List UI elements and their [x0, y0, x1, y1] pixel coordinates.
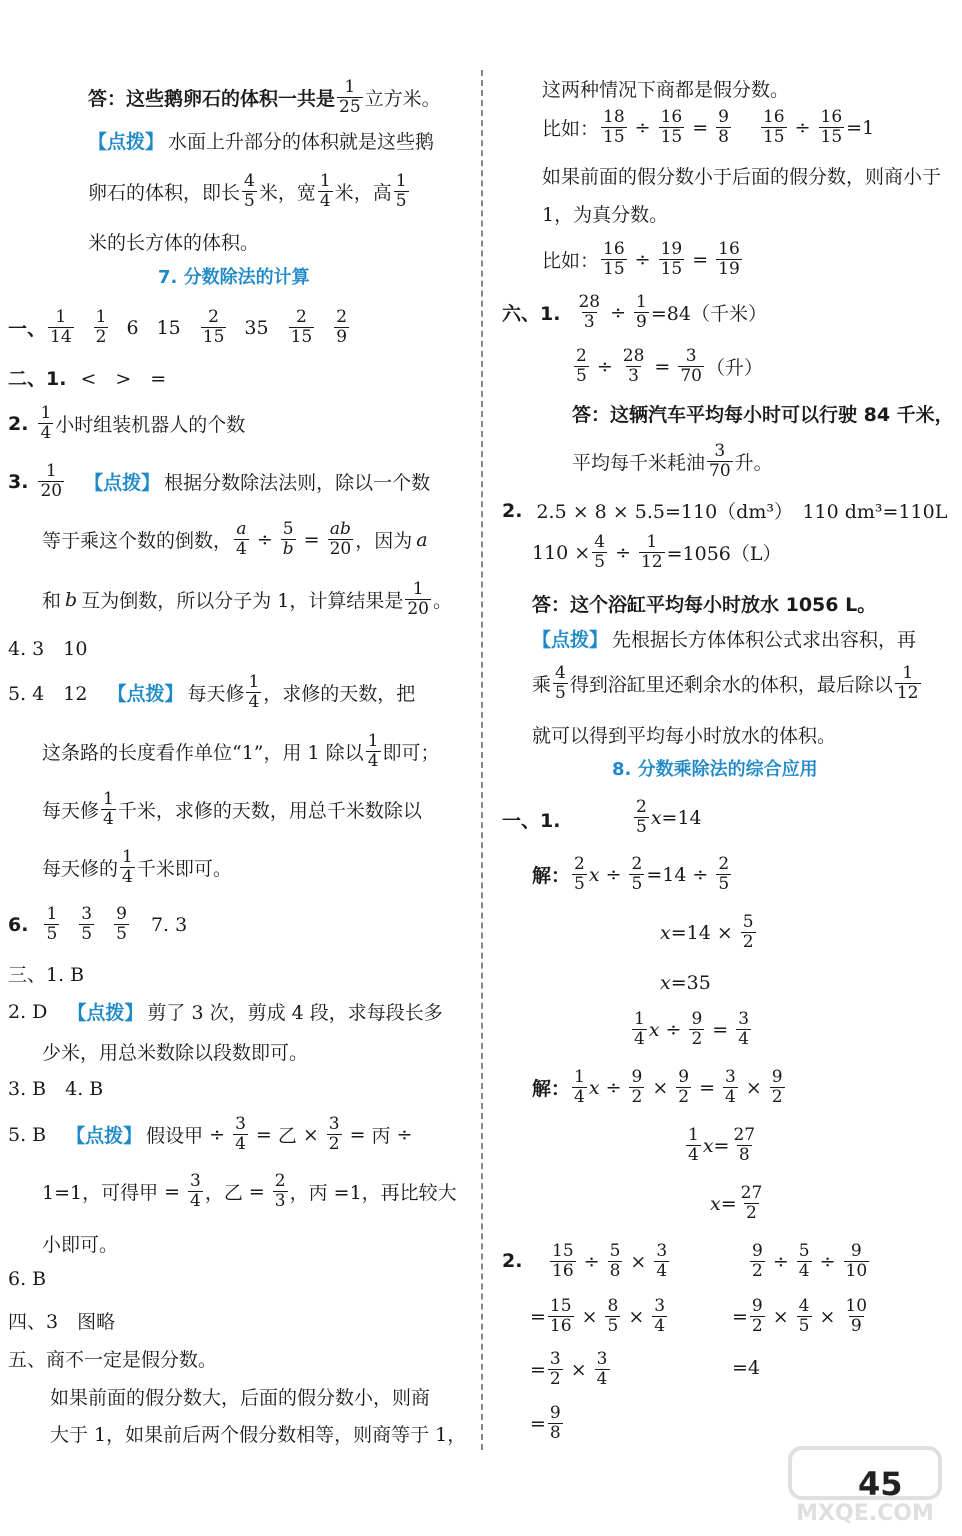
solution-step: x = $\frac{27}{2}$	[710, 1183, 763, 1223]
s5: 五、商不一定是假分数。	[8, 1349, 218, 1371]
q5-line-4: 每天修的 1 4 千米即可。	[42, 847, 232, 887]
tip-line: 【点拨】 水面上升部分的体积就是这些鹅	[88, 127, 434, 154]
text-line: 米的长方体的体积。	[88, 232, 260, 254]
q3-line-3: 和 b 互为倒数，所以分子为 1，计算结果是 1 20 。	[42, 579, 452, 619]
s6-2-answer: 答：这个浴缸平均每小时放水 1056 L。	[532, 594, 877, 616]
column-divider	[481, 70, 483, 1450]
s3-3: 3. B 4. B	[8, 1078, 104, 1100]
calc-a-4: = $\frac{9}{8}$	[530, 1403, 561, 1443]
calc-a-1: $\frac{15}{16}$ ÷ $\frac{5}{8}$ × $\frac{3}{4}$	[552, 1241, 668, 1281]
text-line: 这两种情况下商都是假分数。	[542, 79, 790, 101]
s3-1: 三、1. B	[8, 964, 85, 986]
tip-line-3: 就可以得到平均每小时放水的体积。	[532, 725, 837, 747]
s6-1-line-2: $\frac{2}{5}$ ÷ $\frac{28}{3}$ = $\frac{3}{70}$ （升）	[576, 346, 763, 386]
q2-line: 二、1. < > =	[8, 368, 167, 390]
q5-line: 5. 4 12 【点拨】 每天修 1 4 ，求修的天数，把	[8, 672, 416, 712]
q5-line-3: 每天修 1 4 千米，求修的天数，用总千米数除以	[42, 789, 422, 829]
s3-2-line-2: 少米，用总米数除以段数即可。	[42, 1042, 309, 1064]
s5-line-3: 大于 1，如果前后两个假分数相等，则商等于 1，	[50, 1424, 467, 1446]
fraction: 1 25	[339, 77, 361, 117]
solution-step: x =14 × $\frac{5}{2}$	[660, 912, 754, 952]
equation: 1 4 x ÷ $\frac{9}{2}$ = $\frac{3}{4}$	[634, 1009, 750, 1049]
q4-line: 4. 3 10	[8, 638, 88, 660]
watermark-logo	[780, 1440, 950, 1530]
s6-2-line-2: 110 × $\frac{4}{5}$ ÷ $\frac{1}{12}$ =1056（L）	[532, 532, 782, 572]
s3-5-line-3: 小即可。	[42, 1234, 119, 1256]
s4: 四、3 图略	[8, 1311, 116, 1333]
calc-b-2: = $\frac{9}{2}$ × $\frac{4}{5}$ × $\frac{10}{9}$	[732, 1296, 868, 1336]
q1-answers: 一、 1 14 1 2 6 15 2 15 35 2 15 2 9	[8, 307, 348, 347]
example-line: 比如： $\frac{18}{15}$ ÷ $\frac{16}{15}$ = $\frac{9}{8}$ $\frac{16}{15}$ ÷ $\frac{16}{15}$ =1	[542, 107, 875, 147]
s3-5: 5. B 【点拨】 假设甲 ÷ $\frac{3}{4}$ = 乙 × $\frac{3}{2}$ = 丙 ÷	[8, 1114, 413, 1154]
solution-step: 解： 1 4 x ÷ $\frac{9}{2}$ × $\frac{9}{2}$ = $\frac{3}{4}$ × $\frac{9}{2}$	[532, 1067, 783, 1107]
s6-1: 六、1. $\frac{28}{3}$ ÷ $\frac{1}{9}$ =84（千米）	[502, 292, 767, 332]
s6-answer: 答：这辆汽车平均每小时可以行驶 84 千米，	[572, 404, 954, 426]
text-line: 如果前面的假分数小于后面的假分数，则商小于	[542, 166, 942, 188]
q3-line: 3. 1 20 【点拨】 根据分数除法法则，除以一个数	[8, 461, 431, 501]
s3-6: 6. B	[8, 1268, 47, 1290]
q3-line-2: 等于乘这个数的倒数， $\frac{a}{4}$ ÷ $\frac{5}{b}$ = $\frac{ab}{20}$ ，因为 a	[42, 519, 428, 559]
calc-b-1: $\frac{9}{2}$ ÷ $\frac{5}{4}$ ÷ $\frac{9}{10}$	[752, 1241, 868, 1281]
section-title-8: 8. 分数乘除法的综合应用	[612, 759, 818, 780]
calc-a-2: = $\frac{15}{16}$ × $\frac{8}{5}$ × $\frac{3}{4}$	[530, 1296, 666, 1336]
s6-2: 2. 2.5 × 8 × 5.5=110（dm³） 110 dm³=110L	[502, 499, 948, 523]
page-number: 45	[858, 1465, 903, 1503]
s6-answer-2: 平均每千米耗油 3 70 升。	[572, 441, 773, 481]
q5-line-2: 这条路的长度看作单位“1”，用 1 除以 1 4 即可；	[42, 731, 440, 771]
calc-a-3: = $\frac{3}{2}$ × $\frac{3}{4}$	[530, 1349, 608, 1389]
solution-step: 1 4 x = $\frac{27}{8}$	[688, 1125, 756, 1165]
text-line: 1，为真分数。	[542, 204, 669, 226]
calc-b-3: =4	[732, 1357, 761, 1379]
e1-label: 一、1.	[502, 810, 561, 832]
s3-5-line-2: 1=1，可得甲 = $\frac{3}{4}$ ，乙 = $\frac{2}{3}$ ，丙 =1，再比较大	[42, 1171, 457, 1211]
q6-line: 6. 1 5 3 5 9 5 7. 3	[8, 904, 188, 944]
example-line: 比如： $\frac{16}{15}$ ÷ $\frac{19}{15}$ = $\frac{16}{19}$	[542, 239, 740, 279]
s5-line-2: 如果前面的假分数大，后面的假分数小，则商	[50, 1387, 431, 1409]
e2-label: 2.	[502, 1250, 523, 1272]
equation: 2 5 x =14	[636, 797, 702, 837]
solution-step: x =35	[660, 972, 711, 994]
s3-2: 2. D 【点拨】 剪了 3 次，剪成 4 段，求每段长多	[8, 1000, 443, 1024]
tip-line-2: 乘 4 5 得到浴缸里还剩余水的体积，最后除以 1 12	[532, 663, 919, 703]
tip-badge: 【点拨】	[88, 131, 165, 153]
text-line: 卵石的体积，即长 4 5 米，宽 1 4 米，高 1 5	[88, 171, 407, 211]
tip-line: 【点拨】 先根据长方体体积公式求出容积，再	[532, 629, 917, 651]
solution-step: 解： 2 5 x ÷ $\frac{2}{5}$ =14 ÷ $\frac{2}{5}$	[532, 854, 730, 894]
answer-line: 答：这些鹅卵石的体积一共是 1 25 立方米。	[88, 77, 441, 117]
q2-2-line: 2. 1 4 小时组装机器人的个数	[8, 403, 246, 443]
section-title-7: 7. 分数除法的计算	[158, 267, 310, 288]
svg-text:MXQE.COM: MXQE.COM	[796, 1501, 934, 1526]
